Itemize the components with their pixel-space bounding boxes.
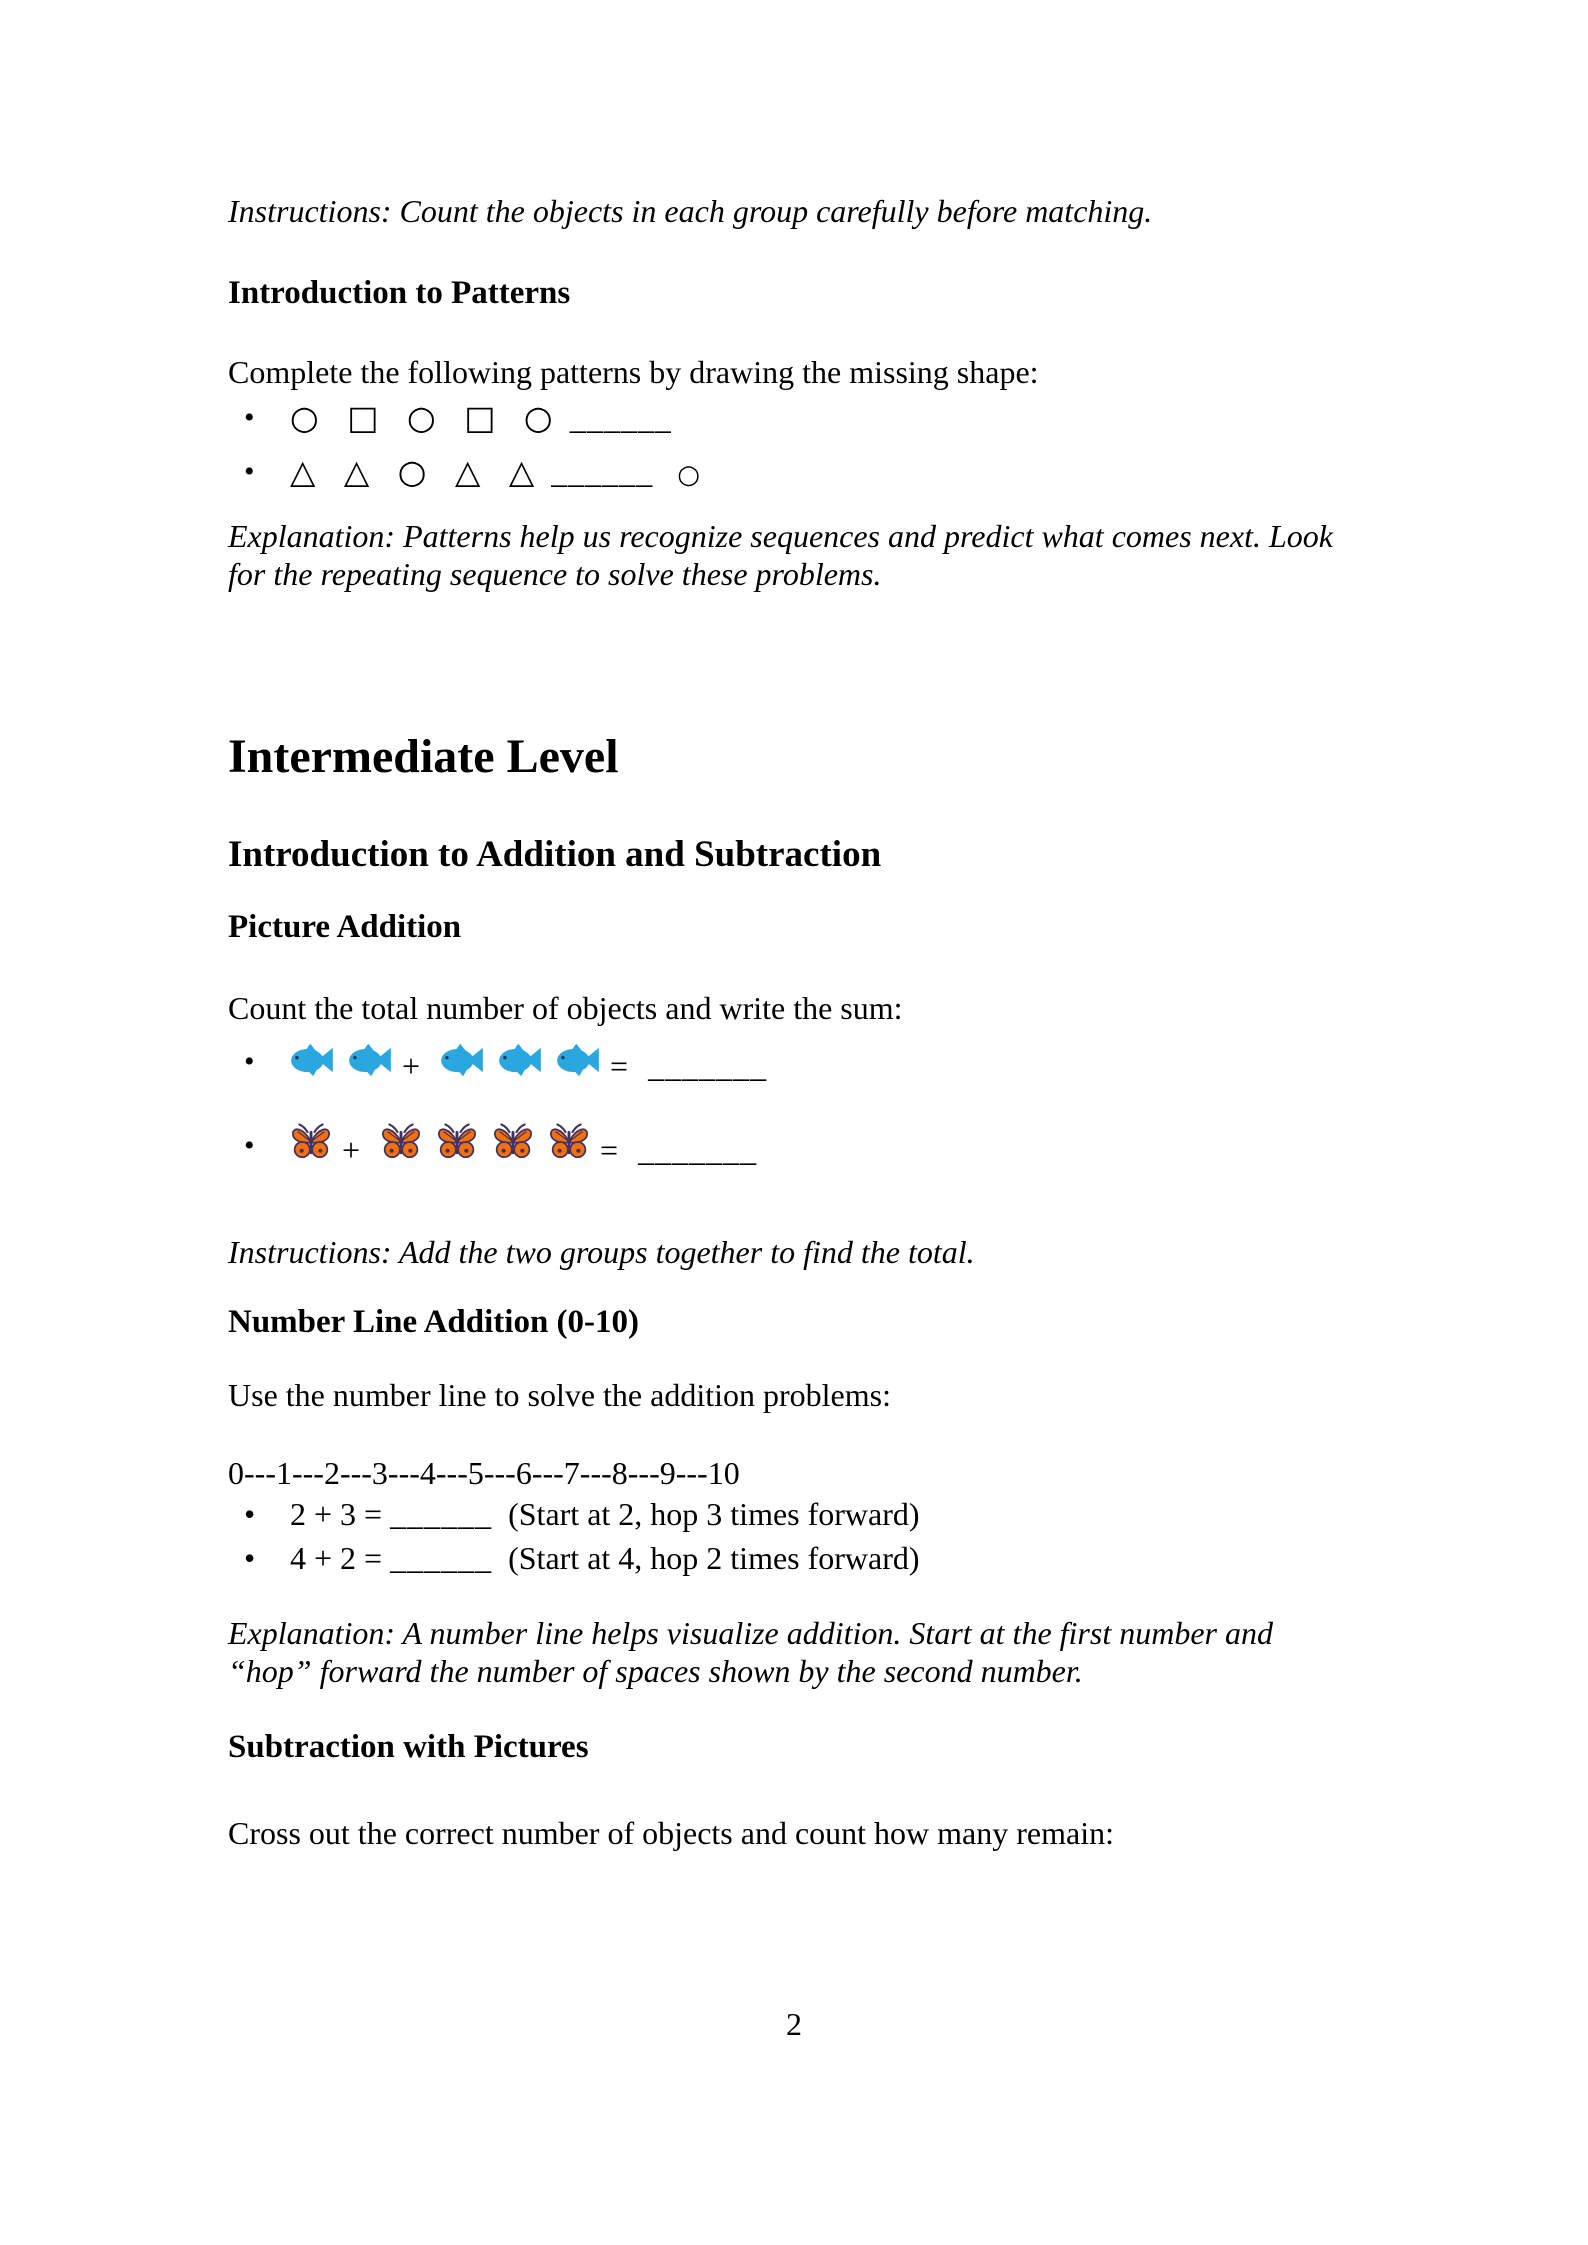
number-line-addition-heading: Number Line Addition (0-10) [228,1304,640,1340]
picture-addition-list [228,1027,1360,1181]
pattern-shapes: △ △ ○ △ △ [290,452,544,491]
pattern-list [228,391,1360,502]
answer-blank: _______ [648,1047,768,1084]
patterns-explanation-text: Explanation: Patterns help us recognize sequences and predict what comes next. Look for the repeating sequence to solve these problems. [228,518,1333,592]
equals-sign: = [600,1131,619,1168]
butterfly-icon [290,1116,332,1186]
fish-icon [556,1032,600,1102]
butterfly-icon [548,1116,590,1186]
matching-instructions-text: Instructions: Count the objects in each group carefully before matching. [228,193,1153,229]
number-line-intro-text: Use the number line to solve the addition problems: [228,1377,891,1413]
number-line-explanation-text: Explanation: A number line helps visualize addition. Start at the first number and “hop” forward the number of spaces shown by the second number. [228,1615,1273,1689]
intermediate-level-title: Intermediate Level [228,730,619,783]
equation-text: 4 + 2 = [290,1540,383,1576]
number-line-problem [228,1536,1360,1580]
butterfly-icon [436,1116,478,1186]
addition-subtraction-heading: Introduction to Addition and Subtraction [228,834,882,875]
page-number: 2 [786,2006,802,2042]
equals-sign: = [610,1047,629,1084]
number-line-problem [228,1492,1360,1536]
picture-addition-problem [228,1111,1360,1181]
butterfly-icon [380,1116,422,1186]
icon-group-2 [440,1029,600,1103]
icon-group-1 [290,1029,392,1103]
fish-icon [498,1032,542,1102]
picture-addition-problem [228,1027,1360,1097]
fish-icon [348,1032,392,1102]
pattern-item [228,391,1360,445]
answer-blank: ______ [390,1496,493,1532]
plus-sign: + [342,1131,361,1168]
plus-sign: + [402,1047,421,1084]
answer-blank: _______ [638,1131,758,1168]
fish-icon [290,1032,334,1102]
equation-text: 2 + 3 = [290,1496,383,1532]
answer-blank: ______ [551,454,654,490]
hint-text: (Start at 2, hop 3 times forward) [508,1496,920,1532]
subtraction-intro-text: Cross out the correct number of objects and count how many remain: [228,1815,1114,1851]
answer-blank: ______ [569,400,672,436]
fish-icon [440,1032,484,1102]
icon-group-1 [290,1113,332,1187]
answer-blank: ______ [390,1540,493,1576]
hint-text: (Start at 4, hop 2 times forward) [508,1540,920,1576]
pattern-item [228,445,1360,502]
icon-group-2 [380,1113,590,1187]
patterns-heading: Introduction to Patterns [228,275,571,311]
picture-addition-heading: Picture Addition [228,909,462,945]
butterfly-icon [492,1116,534,1186]
number-line: 0---1---2---3---4---5---6---7---8---9---10 [228,1455,740,1491]
picture-addition-instructions-text: Instructions: Add the two groups together to find the total. [228,1234,975,1270]
subtraction-heading: Subtraction with Pictures [228,1729,589,1765]
pattern-shapes: ○ □ ○ □ ○ [290,398,562,437]
pattern-shape-suffix: ○ [677,460,700,490]
number-line-problem-list [228,1492,1360,1580]
patterns-intro-text: Complete the following patterns by drawing the missing shape: [228,354,1039,390]
picture-addition-intro-text: Count the total number of objects and write the sum: [228,990,903,1026]
